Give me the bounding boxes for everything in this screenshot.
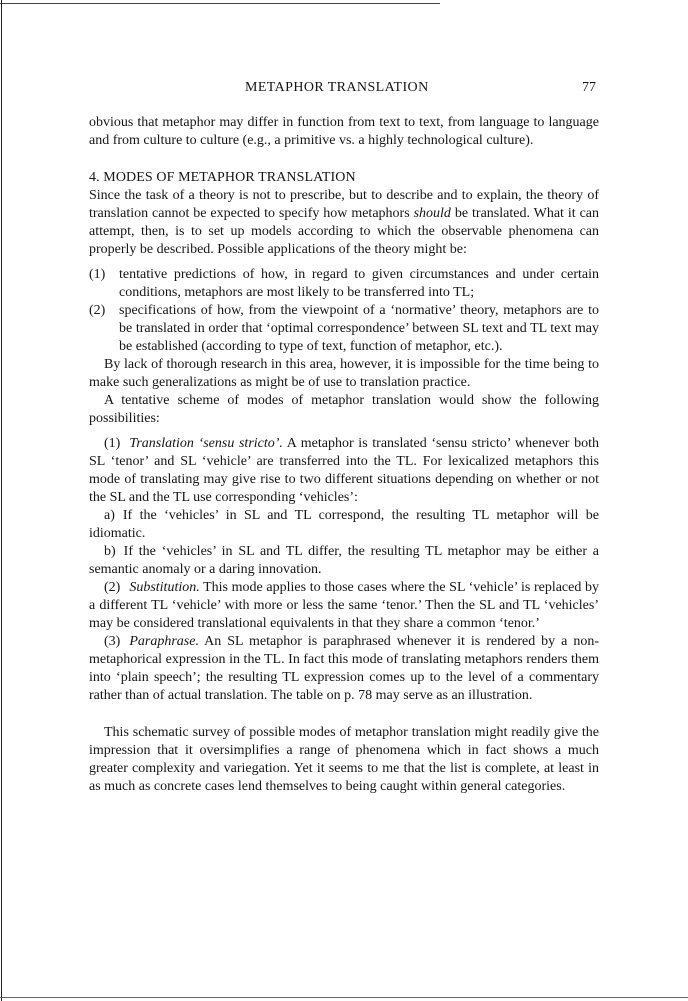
mode-number-3: (3) <box>104 634 121 649</box>
mode-paraphrase-paragraph <box>89 633 599 705</box>
left-scan-rule <box>1 0 2 1001</box>
mode-title-paraphrase: Paraphrase. <box>129 634 199 649</box>
mode-number-2: (2) <box>104 580 121 595</box>
scheme-paragraph: A tentative scheme of modes of metaphor translation would show the following possibilities: <box>89 393 599 426</box>
sub-case-text-b: If the ‘vehicles’ in SL and TL differ, the resulting TL metaphor may be either a semantic anomaly or a daring innovation. <box>89 544 599 577</box>
application-text-1: tentative predictions of how, in regard to given circumstances and under certain conditions, metaphors are most likely to be transferred into TL; <box>119 267 599 300</box>
closing-paragraph: This schematic survey of possible modes of metaphor translation might readily give the impression that it oversimplifies a range of phenomena which in fact shows a much greater complexity and variegation. Yet it seems to me that the list is complete, at least in as much as concrete cases lend themselves to being caught within general categories. <box>89 725 599 794</box>
sub-case-a <box>89 507 599 543</box>
sub-case-label-a: a) <box>104 508 115 523</box>
mode-title-translation: Translation ‘sensu stricto’. <box>129 436 283 451</box>
mode-text-translation: A metaphor is translated ‘sensu stricto’ whenever both SL ‘tenor’ and SL ‘vehicle’ are transferred into the TL. For lexicalized metaphors this mode of translating may give rise to two different situations depending on whether or not the SL and the TL use corresponding ‘vehicles’: <box>89 436 599 505</box>
intro-paragraph <box>89 187 599 259</box>
application-item-1 <box>89 266 599 302</box>
intro-italic-should: should <box>413 206 451 221</box>
section-heading: 4. MODES OF METAPHOR TRANSLATION <box>89 170 356 185</box>
page-number: 77 <box>582 80 596 95</box>
top-scan-rule <box>0 3 440 4</box>
sub-case-b <box>89 543 599 579</box>
mode-translation-paragraph <box>89 435 599 507</box>
page-body <box>89 114 599 796</box>
intro-text-after-italic: be translated. What it can attempt, then, is to set up models according to which the observable phenomena can properly be described. Possible applications of the theory might be: <box>89 206 600 257</box>
application-text-2: specifications of how, from the viewpoint of a ‘normative’ theory, metaphors are to be translated in order that ‘optimal correspondence’ between SL text and TL text may be established (according to type of text, function of metaphor, etc.). <box>119 303 599 354</box>
application-item-2 <box>89 302 599 356</box>
mode-text-paraphrase: An SL metaphor is paraphrased whenever it is rendered by a non-metaphorical expression in the TL. In fact this mode of translating metaphors renders them into ‘plain speech’; the resulting TL expression comes up to the level of a commentary rather than of actual translation. The table on p. 78 may serve as an illustration. <box>89 634 599 703</box>
lack-of-research-paragraph: By lack of thorough research in this area, however, it is impossible for the time being to make such generalizations as might be of use to translation practice. <box>89 357 599 390</box>
application-number-1: (1) <box>89 267 106 282</box>
mode-title-substitution: Substitution. <box>129 580 200 595</box>
sub-case-text-a: If the ‘vehicles’ in SL and TL correspond, the resulting TL metaphor will be idiomatic. <box>89 508 599 541</box>
mode-text-substitution: This mode applies to those cases where the SL ‘vehicle’ is replaced by a different TL ‘vehicle’ with more or less the same ‘tenor.’ Then the SL and TL ‘vehicles’ may be considered translational equivalents in that they share a common ‘tenor.’ <box>89 580 599 631</box>
running-head: METAPHOR TRANSLATION <box>245 80 429 95</box>
mode-substitution-paragraph <box>89 579 599 633</box>
sub-case-label-b: b) <box>104 544 116 559</box>
intro-text-before-italic: Since the task of a theory is not to prescribe, but to describe and to explain, the theory of translation cannot be expected to specify how metaphors <box>89 188 599 221</box>
bottom-scan-rule <box>0 997 688 998</box>
application-number-2: (2) <box>89 303 106 318</box>
mode-number-1: (1) <box>104 436 121 451</box>
opening-paragraph: obvious that metaphor may differ in function from text to text, from language to language and from culture to culture (e.g., a primitive vs. a highly technological culture). <box>89 115 599 148</box>
